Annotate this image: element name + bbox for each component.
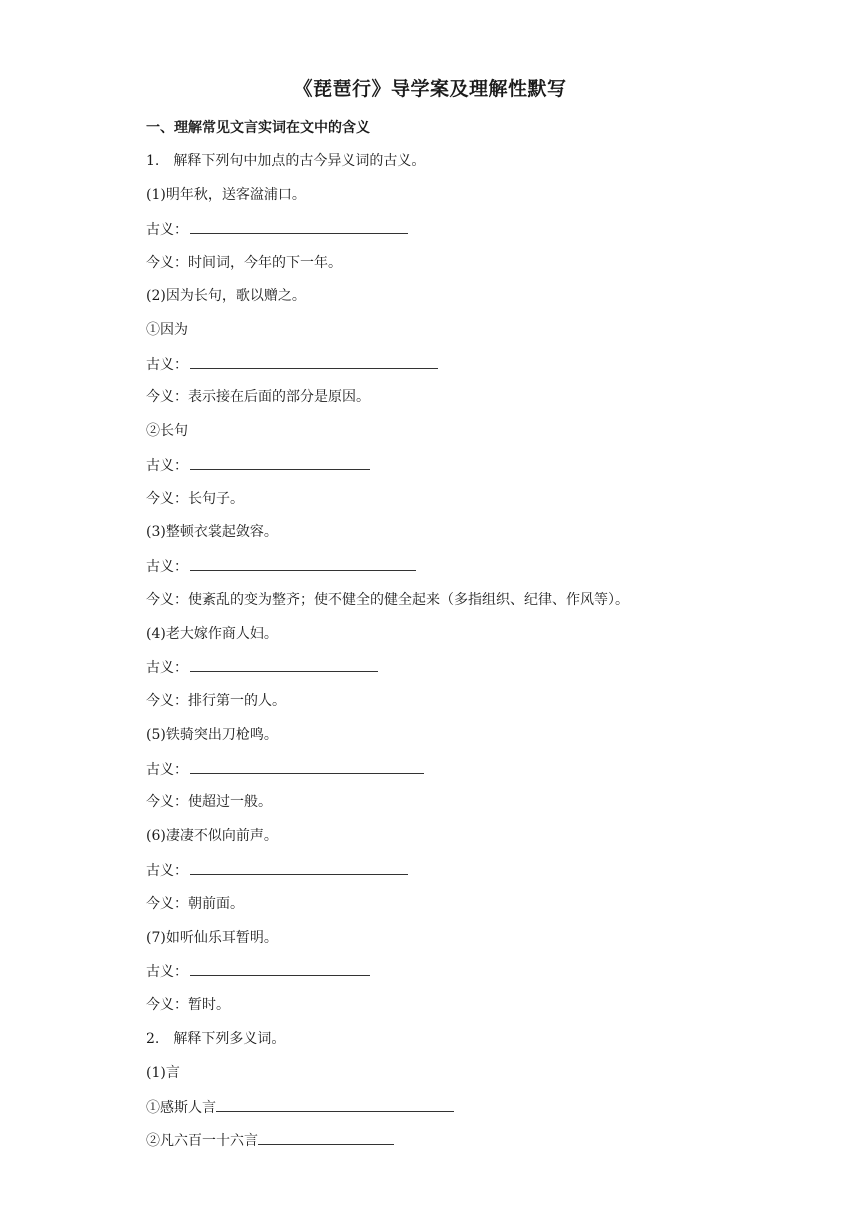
modern-meaning-3: 今义：使紊乱的变为整齐；使不健全的健全起来（多指组织、纪律、作风等）。 — [146, 592, 629, 608]
modern-meaning-4: 今义：排行第一的人。 — [146, 693, 286, 709]
polysemy-item-1a: ①感斯人言 — [146, 1097, 454, 1118]
sentence-4: (4)老大嫁作商人妇。 — [146, 626, 278, 642]
word-2a: ①因为 — [146, 322, 188, 338]
answer-blank[interactable] — [190, 354, 438, 369]
page-title: 《琵琶行》导学案及理解性默写 — [293, 78, 567, 100]
ancient-meaning-7: 古义： — [146, 961, 370, 982]
answer-blank[interactable] — [190, 556, 416, 571]
sentence-6: (6)凄凄不似向前声。 — [146, 828, 278, 844]
modern-meaning-2a: 今义：表示接在后面的部分是原因。 — [146, 389, 370, 405]
ancient-meaning-2a: 古义： — [146, 354, 438, 375]
modern-meaning-6: 今义：朝前面。 — [146, 896, 244, 912]
modern-meaning-5: 今义：使超过一般。 — [146, 794, 272, 810]
ancient-meaning-3: 古义： — [146, 556, 416, 577]
question-2: 2. 解释下列多义词。 — [146, 1031, 286, 1047]
answer-blank[interactable] — [190, 759, 424, 774]
ancient-meaning-4: 古义： — [146, 657, 378, 678]
ancient-meaning-2b: 古义： — [146, 455, 370, 476]
sentence-1: (1)明年秋，送客湓浦口。 — [146, 187, 306, 203]
answer-blank[interactable] — [190, 860, 408, 875]
sentence-3: (3)整顿衣裳起敛容。 — [146, 524, 278, 540]
ancient-meaning-6: 古义： — [146, 860, 408, 881]
answer-blank[interactable] — [190, 219, 408, 234]
answer-blank[interactable] — [258, 1130, 394, 1145]
question-1: 1. 解释下列句中加点的古今异义词的古义。 — [146, 153, 426, 169]
section-heading: 一、理解常见文言实词在文中的含义 — [146, 120, 370, 136]
sentence-2: (2)因为长句，歌以赠之。 — [146, 288, 306, 304]
modern-meaning-2b: 今义：长句子。 — [146, 491, 244, 507]
answer-blank[interactable] — [216, 1097, 454, 1112]
polysemy-word-1: (1)言 — [146, 1065, 180, 1081]
ancient-meaning-5: 古义： — [146, 759, 424, 780]
answer-blank[interactable] — [190, 455, 370, 470]
ancient-meaning-1: 古义： — [146, 219, 408, 240]
modern-meaning-7: 今义：暂时。 — [146, 997, 230, 1013]
sentence-7: (7)如听仙乐耳暂明。 — [146, 930, 278, 946]
modern-meaning-1: 今义：时间词，今年的下一年。 — [146, 255, 342, 271]
answer-blank[interactable] — [190, 657, 378, 672]
polysemy-item-1b: ②凡六百一十六言 — [146, 1130, 394, 1151]
answer-blank[interactable] — [190, 961, 370, 976]
word-2b: ②长句 — [146, 423, 188, 439]
sentence-5: (5)铁骑突出刀枪鸣。 — [146, 727, 278, 743]
